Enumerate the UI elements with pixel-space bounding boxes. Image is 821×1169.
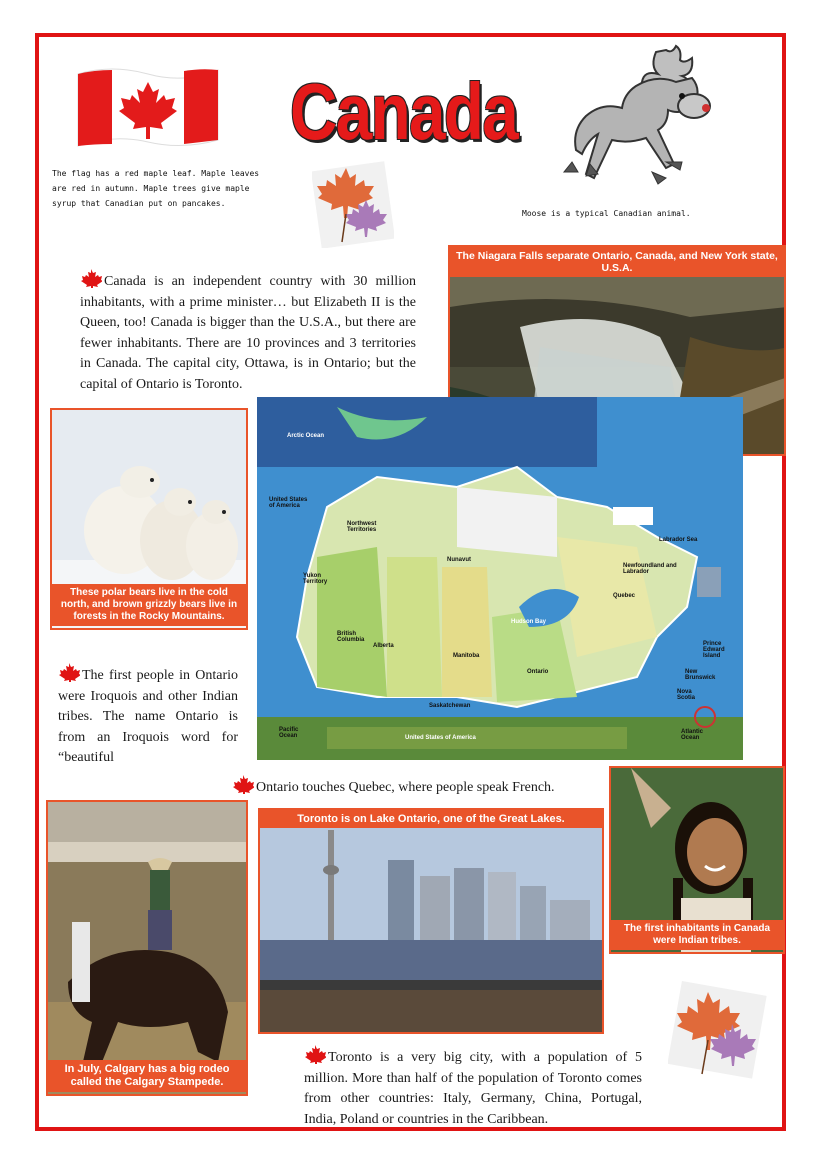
toronto-paragraph-text: Toronto is a very big city, with a population of 5 million. More than half of the population of Toronto comes from other countries: Italy, Germany, China, Portugal, India, Poland or countries in the Caribbean. — [304, 1050, 642, 1127]
map-label-nunavut: Nunavut — [447, 557, 471, 563]
native-person-photo — [609, 766, 785, 954]
moose-cartoon-image — [556, 42, 726, 200]
calgary-rodeo-photo — [46, 800, 248, 1096]
polar-bears-photo — [50, 408, 248, 630]
map-label-pei: Prince Edward Island — [703, 641, 725, 659]
flag-caption: The flag has a red maple leaf. Maple leaves are red in autumn. Maple trees give maple syrup that Canadian put on pancakes. — [52, 169, 260, 208]
map-label-ontario: Ontario — [527, 669, 549, 675]
map-label-sask: Saskatchewan — [429, 703, 471, 709]
maple-leaf-bullet-icon — [80, 268, 102, 288]
rodeo-image — [48, 802, 248, 1096]
intro-paragraph — [80, 268, 416, 395]
toronto-photo-caption: Toronto is on Lake Ontario, one of the Great Lakes. — [260, 810, 602, 828]
toronto-paragraph — [304, 1044, 642, 1130]
canada-map — [257, 397, 743, 760]
intro-paragraph-text: Canada is an independent country with 30 million inhabitants, with a prime minister… but Elizabeth II is the Queen, too! Canada is bigger than the U.S.A., but there are fewer inhabitants. There are 10 provinces and 3 territories in Canada. The capital city, Ottawa, is in Ontario; but the capital of Ontario is Toronto. — [80, 274, 416, 392]
map-label-usa-nw: United States of America — [269, 497, 308, 509]
map-label-nb: New Brunswick — [685, 669, 716, 681]
map-label-quebec: Quebec — [613, 593, 636, 599]
map-label-ns: Nova Scotia — [677, 689, 696, 701]
canada-flag-image — [72, 60, 224, 154]
maple-leaf-bullet-icon — [232, 774, 254, 794]
maple-leaves-decoration — [312, 160, 394, 248]
toronto-photo — [258, 808, 604, 1034]
iroquois-paragraph — [58, 662, 238, 764]
map-label-newfoundland: Newfoundland and Labrador — [623, 563, 677, 575]
quebec-line — [232, 774, 612, 799]
map-label-arctic: Arctic Ocean — [287, 433, 325, 439]
iroquois-paragraph-text: The first people in Ontario were Iroquois and other Indian tribes. The name Ontario is from an Iroquois word for “beautiful — [58, 668, 238, 764]
map-label-pacific: Pacific Ocean — [279, 727, 299, 739]
quebec-line-text: Ontario touches Quebec, where people speak French. — [256, 780, 555, 795]
page-title: Canada — [290, 67, 518, 156]
map-label-manitoba: Manitoba — [453, 653, 480, 659]
map-label-yukon: Yukon Territory — [303, 573, 328, 585]
toronto-skyline-image — [260, 810, 604, 1034]
map-label-bc: British Columbia — [337, 631, 365, 643]
map-label-alberta: Alberta — [373, 643, 394, 649]
maple-leaf-bullet-icon — [58, 662, 80, 682]
rodeo-caption: In July, Calgary has a big rodeo called the Calgary Stampede. — [48, 1060, 246, 1092]
polar-bears-caption: These polar bears live in the cold north, and brown grizzly bears live in forests in the Rocky Mountains. — [52, 584, 246, 626]
map-label-usa-s: United States of America — [405, 735, 476, 741]
map-label-labrador-sea: Labrador Sea — [659, 537, 698, 543]
map-label-hudson: Hudson Bay — [511, 619, 547, 625]
niagara-caption: The Niagara Falls separate Ontario, Canada, and New York state, U.S.A. — [450, 247, 784, 277]
map-label-nwt: Northwest Territories — [347, 521, 377, 533]
moose-caption: Moose is a typical Canadian animal. — [522, 209, 691, 218]
native-caption: The first inhabitants in Canada were Indian tribes. — [611, 920, 783, 950]
maple-leaves-decoration-bottom — [668, 978, 768, 1080]
map-label-atlantic: Atlantic Ocean — [681, 729, 704, 741]
maple-leaf-bullet-icon — [304, 1044, 326, 1064]
